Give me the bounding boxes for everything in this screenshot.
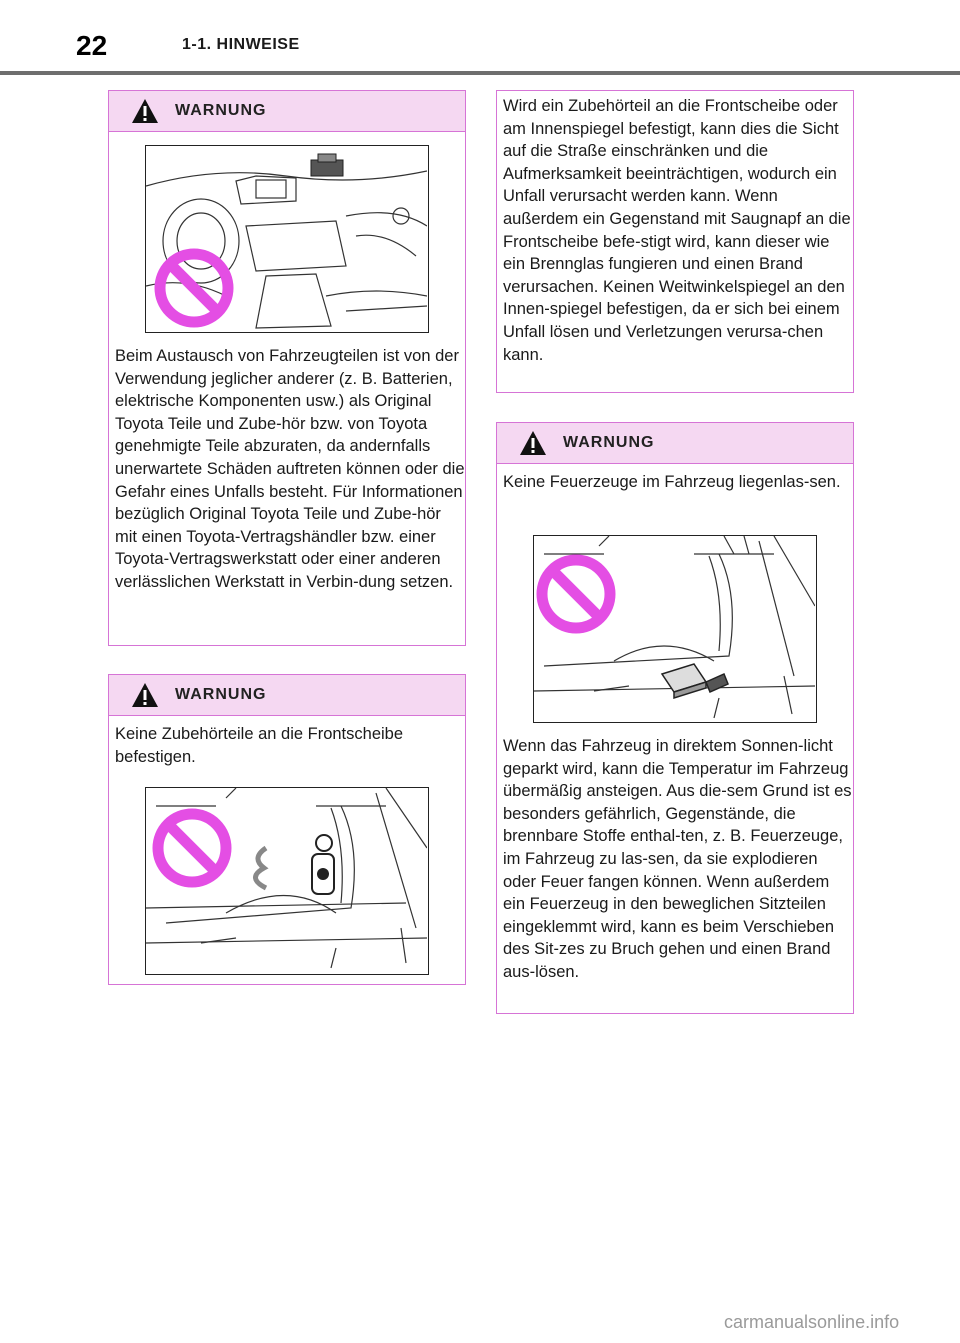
prohibition-sign-icon bbox=[158, 814, 226, 882]
suction-cup-accessory-icon bbox=[255, 835, 334, 894]
warning-label: WARNUNG bbox=[563, 434, 655, 451]
warning-header bbox=[109, 675, 465, 716]
warning-header bbox=[109, 91, 465, 132]
section-title: 1-1. HINWEISE bbox=[182, 36, 300, 53]
warning-label: WARNUNG bbox=[175, 686, 267, 703]
prohibition-sign-icon bbox=[542, 560, 610, 628]
warning-triangle-icon bbox=[519, 429, 547, 457]
illustration-windshield bbox=[145, 787, 429, 975]
warning-box-lighter bbox=[496, 422, 854, 1014]
warning-header bbox=[497, 423, 853, 464]
watermark: carmanualsonline.info bbox=[724, 1312, 900, 1332]
lighter-icon bbox=[662, 664, 728, 698]
continuation-text: Wird ein Zubehörteil an die Frontscheibe oder am Innenspiegel befestigt, kann dies die Sicht auf die Straße einschränken und die Aufmerksamkeit beeinträchtigen, wodurch ein Unfall verursacht werden kann. Wenn außerdem ein Gegenstand mit Saugnapf an die Frontscheibe befe-stigt wird, kann dieser wie ein Brennglas fungieren und einen Brand verursachen. Keinen Weitwinkelspiegel an den Innen-spiegel befestigen, da er sich bei einem Unfall lösen und Verletzungen verursa-chen kann. bbox=[503, 97, 851, 364]
illustration-dashboard bbox=[145, 145, 429, 333]
warning-box-windshield bbox=[108, 674, 466, 985]
continuation-box bbox=[496, 90, 854, 393]
warning-box-accessories bbox=[108, 90, 466, 646]
illustration-lighter bbox=[533, 535, 817, 723]
warning-text: Wenn das Fahrzeug in direktem Sonnen-licht geparkt wird, kann die Temperatur im Fahrzeug übermäßig ansteigen. Aus die-sem Grund ist es besonders gefährlich, Gegenstände, die brennbare Stoffe enthal-ten, z. B. Feuerzeuge, im Fahrzeug zu las-sen, da sie explodieren oder Feuer fangen können. Wenn außerdem ein Feuerzeug in den beweglichen Sitzteilen eingeklemmt wird, kann es beim Verschieben des Sit-zes zu Bruch gehen und einen Brand aus-lösen. bbox=[503, 737, 852, 981]
warning-triangle-icon bbox=[131, 97, 159, 125]
warning-text: Keine Zubehörteile an die Frontscheibe befestigen. bbox=[115, 725, 404, 766]
page-number: 22 bbox=[76, 30, 108, 61]
warning-text: Keine Feuerzeuge im Fahrzeug liegenlas-sen. bbox=[503, 473, 841, 491]
prohibition-sign-icon bbox=[160, 254, 228, 322]
warning-text: Beim Austausch von Fahrzeugteilen ist von der Verwendung jeglicher anderer (z. B. Batterien, elektrische Komponenten usw.) als Original Toyota Teile und Zube-hör bzw. von Toyota genehmigte Teile abzuraten, da andernfalls unerwartete Schäden auftreten können oder die Gefahr eines Unfalls besteht. Für Informationen bezüglich Original Toyota Teile und Zube-hör mit einen Toyota-Vertragshändler bzw. einer Toyota-Vertragswerkstatt oder einer anderen verlässlichen Werkstatt in Verbin-dung setzen. bbox=[115, 347, 465, 591]
header-divider bbox=[0, 71, 960, 75]
warning-label: WARNUNG bbox=[175, 102, 267, 119]
warning-triangle-icon bbox=[131, 681, 159, 709]
accessory-device-icon bbox=[311, 154, 343, 176]
